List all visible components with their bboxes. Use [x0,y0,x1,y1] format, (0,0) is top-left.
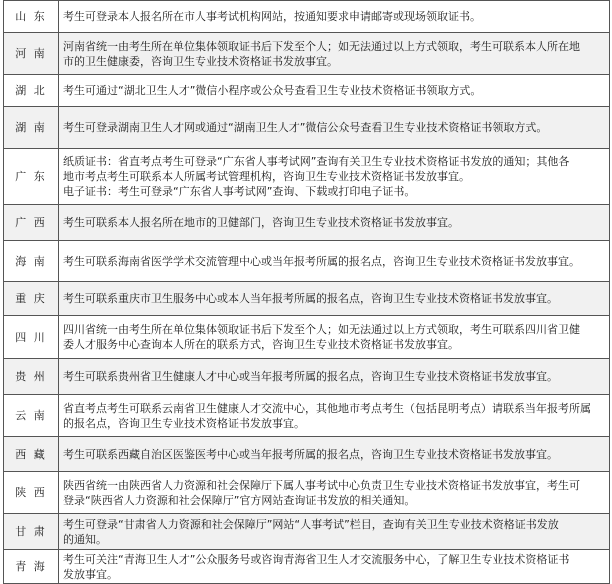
province-cell: 湖 北 [4,75,59,107]
province-cell: 山 东 [4,1,59,33]
info-line: 委人才服务中心查询本人所在的联系方式，咨询卫生专业技术资格证书发放事宜。 [63,338,459,351]
table-row [4,149,610,205]
info-line: 考生可联系本人报名所在地市的卫健部门，咨询卫生专业技术资格证书发放事宜。 [63,216,459,229]
province-cell: 云 南 [4,395,59,437]
table-row [4,550,610,584]
certificate-info-cell [59,33,610,75]
info-line: 电子证书：考生可登录“广东省人事考试网”查询、下载或打印电子证书。 [63,185,416,198]
province-cell: 广 西 [4,205,59,241]
certificate-info-cell [59,282,610,316]
province-cell: 广 东 [4,149,59,205]
province-cell: 河 南 [4,33,59,75]
table-row [4,437,610,472]
province-cell: 陕 西 [4,472,59,514]
table-row [4,282,610,316]
info-line: 考生可登录湖南卫生人才网或通过“湖南卫生人才”微信公众号查看卫生专业技术资格证书领取方式。 [63,121,548,134]
info-line: 发放事宜。 [63,567,118,581]
info-line: 四川省统一由考生所在单位集体领取证书后下发至个人；如无法通过以上方式领取，考生可联系四川省卫健 [63,323,580,336]
table-row [4,241,610,282]
info-line: 考生可联系重庆市卫生服务中心或本人当年报考所属的报名点，咨询卫生专业技术资格证书发放事宜。 [63,292,558,305]
info-line: 考生可登录“甘肃省人力资源和社会保障厅”网站“人事考试”栏目，查询有关卫生专业技术资格证书发放 [63,517,559,531]
table-row [4,205,610,241]
table-body [4,1,610,584]
table-row [4,514,610,550]
certificate-info-cell [59,359,610,395]
info-line: 陕西省统一由陕西省人力资源和社会保障厅下属人事考试中心负责卫生专业技术资格证书发放事宜，考生可 [63,478,580,492]
info-line: 的通知。 [63,532,107,546]
certificate-info-cell [59,205,610,241]
table-row [4,316,610,359]
certificate-info-cell [59,107,610,149]
table-row [4,1,610,33]
table-row [4,107,610,149]
certificate-info-cell [59,1,610,33]
table-row [4,395,610,437]
info-line: 考生可联系海南省医学学术交流管理中心或当年报考所属的报名点，咨询卫生专业技术资格证书发放事宜。 [63,254,580,268]
province-cell: 重 庆 [4,282,59,316]
info-line: 考生可联系西藏自治区医鉴医考中心或当年报考所属的报名点，咨询卫生专业技术资格证书发放事宜。 [63,447,558,461]
certificate-info-cell [59,550,610,584]
info-line: 市的卫生健康委，咨询卫生专业技术资格证书发放事宜。 [63,54,338,68]
province-cell: 青 海 [4,550,59,584]
info-line: 考生可登录本人报名所在市人事考试机构网站，按通知要求申请邮寄或现场领取证书。 [63,10,481,23]
province-cell: 湖 南 [4,107,59,149]
info-line: 登录“陕西省人力资源和社会保障厅”官方网站查询证书发放的相关通知。 [63,493,416,507]
info-line: 考生可联系贵州省卫生健康人才中心或当年报考所属的报名点，咨询卫生专业技术资格证书发放事宜。 [63,370,558,383]
certificate-distribution-table [3,0,610,584]
certificate-info-cell [59,472,610,514]
info-line: 考生可通过“湖北卫生人才”微信小程序或公众号查看卫生专业技术资格证书领取方式。 [63,84,482,97]
certificate-info-cell [59,395,610,437]
certificate-info-cell [59,75,610,107]
province-cell: 四 川 [4,316,59,359]
certificate-info-cell [59,241,610,282]
certificate-info-cell [59,149,610,205]
info-line: 河南省统一由考生所在单位集体领取证书后下发至个人；如无法通过以上方式领取，考生可联系本人所在地 [63,39,580,53]
table-row [4,359,610,395]
table-row [4,472,610,514]
table-row [4,33,610,75]
certificate-info-cell [59,316,610,359]
info-line: 地市考点考生可联系本人所属考试管理机构，咨询卫生专业技术资格证书发放事宜。 [63,170,470,183]
province-cell: 海 南 [4,241,59,282]
province-cell: 贵 州 [4,359,59,395]
province-cell: 西 藏 [4,437,59,472]
info-line: 的报名点，咨询卫生专业技术资格证书发放事宜。 [63,416,305,430]
info-line: 纸质证书：省直考点考生可登录“广东省人事考试网”查询有关卫生专业技术资格证书发放的通知；其他各 [63,155,570,168]
certificate-info-cell [59,514,610,550]
info-line: 省直考点考生可联系云南省卫生健康人才交流中心，其他地市考点考生（包括昆明考点）请联系当年报考所属 [63,401,591,415]
info-line: 考生可关注“青海卫生人才”公众服务号或咨询青海省卫生人才交流服务中心，了解卫生专业技术资格证书 [63,552,570,566]
province-cell: 甘 肃 [4,514,59,550]
certificate-info-cell [59,437,610,472]
table-row [4,75,610,107]
